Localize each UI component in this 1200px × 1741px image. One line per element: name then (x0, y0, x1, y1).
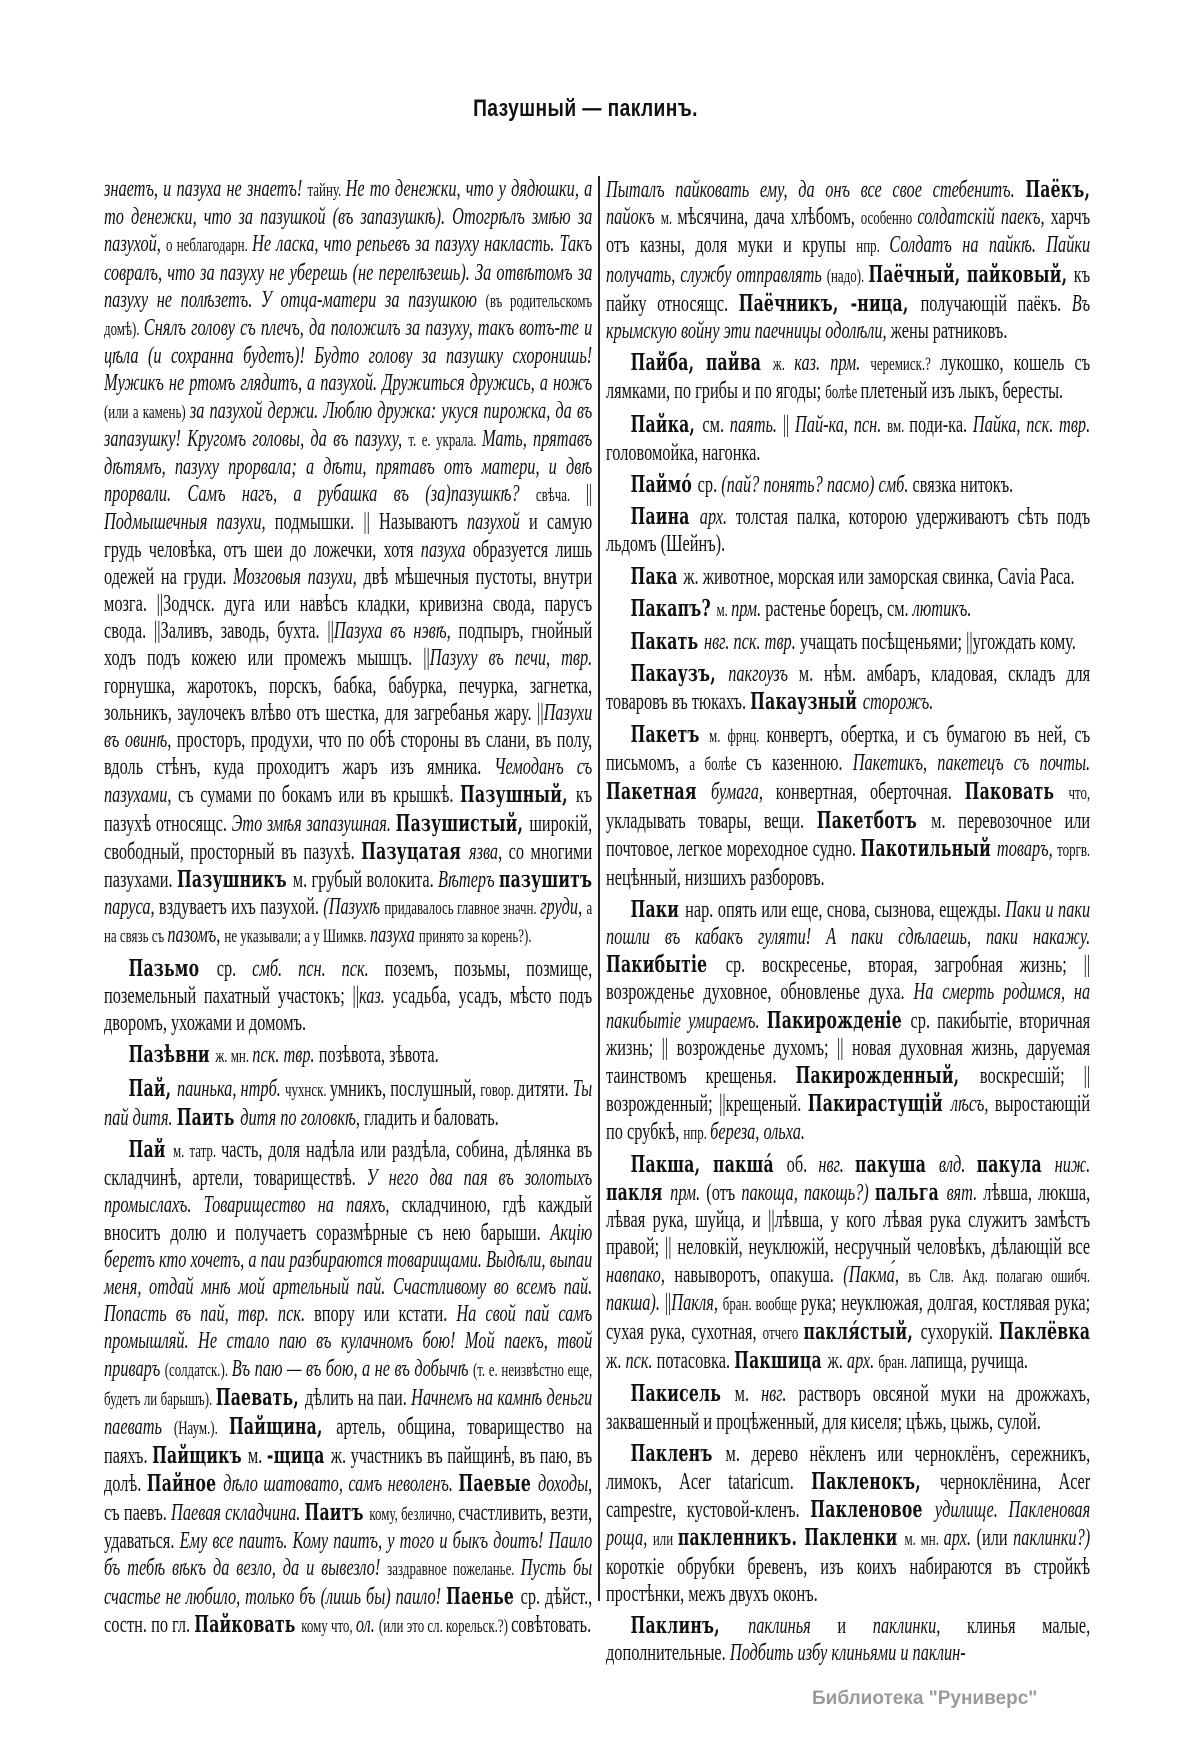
small-text: (солдатск.). (164, 1359, 232, 1381)
text: двѣ мѣшечныя пустоты, внутри мозга. ||Зодчск. дуга или навѣсъ кладки, кривизна свода, парусъ свода. ||Заливъ, заводь, бухта. || (104, 563, 593, 645)
text: м. (734, 1381, 762, 1408)
italic-text: сторожъ. (862, 689, 934, 716)
running-title: Пазушный — паклинъ. (472, 95, 698, 122)
headword: пальга (874, 1178, 947, 1206)
dictionary-entry (606, 896, 1090, 1147)
small-text: (или а камень) (104, 401, 190, 423)
headword: пазушитъ (498, 866, 593, 894)
italic-text: пакгоузъ (728, 661, 799, 688)
dictionary-entry (104, 1136, 592, 1641)
headword: Пайщина, (228, 1412, 337, 1440)
small-text: черемиск.? (870, 354, 941, 376)
text: плетеный изъ лыкъ, бересты. (860, 378, 1064, 405)
italic-text: Пусть бы счастье не любило, только бъ (лишь бы) паило! (104, 1554, 593, 1611)
small-text: кому что, (301, 1616, 356, 1638)
italic-text: На свой пай самъ промышляй. Не стало паю въ кулачномъ бою! Мой паекъ, твой приваръ (104, 1301, 593, 1382)
text: умникъ, послушный, (329, 1075, 481, 1102)
headword: Пакша, пакша́ (630, 1150, 787, 1178)
text: навыворотъ, опакуша. (674, 1261, 844, 1288)
page-header (0, 95, 1170, 123)
text: толстая палка, которою удерживаютъ сѣть подъ льдомъ (Шейнъ). (606, 504, 1091, 558)
small-text: говор. (480, 1079, 518, 1101)
small-text: м. (716, 599, 732, 621)
text: конвертная, оберточная. (775, 779, 965, 806)
text: нецѣнный, низшихъ разборовъ. (606, 864, 825, 891)
small-text: не указывали; а у Шимкв. (224, 926, 370, 948)
headword: Пазушникъ (176, 866, 293, 894)
dictionary-entry (606, 628, 1090, 656)
text: съ сумами по бокамъ или въ крышкѣ. (178, 782, 461, 809)
text: подпыръ, гнойный ходъ подъ кожею или промежъ мышцъ. || (104, 618, 593, 672)
left-column (104, 176, 592, 1645)
text: растворъ овсяной муки на дрожжахъ, заквашенный и процѣженный, для киселя; цѣжь, цыжь, сулой. (606, 1381, 1091, 1435)
small-text: а на связь съ (104, 898, 593, 948)
headword: пакула (976, 1150, 1055, 1178)
italic-text: пазуха (420, 536, 473, 563)
italic-text: товаръ, (996, 836, 1058, 863)
text: часть, доля надѣла или раздѣла, собина, дѣлянка въ складчинѣ, артели, товариществѣ. (104, 1136, 593, 1192)
headword: Пазушный, (460, 781, 576, 809)
small-text: бран. (878, 1352, 911, 1374)
italic-text: доходы, (537, 1471, 593, 1498)
text: головомойка, нагонка. (606, 439, 761, 466)
italic-text: каз. (358, 982, 393, 1009)
headword: Пака (630, 562, 684, 590)
dictionary-entry (606, 411, 1090, 467)
italic-text: Ему все паитъ. Кому паитъ, у того и быкъ доитъ! Паило бъ тебѣ вѣкъ да везло, да и вывезло! (104, 1527, 593, 1581)
text: клинья малые, дополнительные. (606, 1612, 1091, 1667)
text: воскресшій; ||возрожденный; ||крещеный. (606, 1063, 1091, 1118)
text: съ казенною. (746, 749, 853, 776)
small-text: м. мн. (904, 1529, 944, 1551)
headword: Пакетная (606, 778, 711, 806)
headword: Пакаузъ, (630, 660, 729, 688)
headword: -щица (266, 1442, 331, 1470)
italic-text: Начнемъ на камнѣ деньги паевать (104, 1384, 593, 1440)
italic-text: паклинки, (872, 1612, 967, 1639)
headword: Паки (630, 895, 686, 923)
text: лапища, ручища. (910, 1348, 1029, 1375)
italic-text: удилище. Пакленовая роща, (606, 1497, 1091, 1552)
headword: Пакленъ (630, 1439, 726, 1467)
italic-text: Пазухи въ овинѣ, (104, 699, 593, 754)
text: рука; неуклюжая, долгая, костлявая рука; сухая рука, сухотная, (606, 1289, 1091, 1345)
italic-text: (Пакма́, (843, 1261, 909, 1288)
headword: пакля́стый, (803, 1317, 921, 1345)
italic-text: Снялъ голову съ плечъ, да положилъ за пазуху, такъ вотъ-те и цѣла (и сохранна будетъ)! Будто голову за пазушку схоронишь! Мужикъ не ртомъ глядитъ, а пазухой. Дружиться дружись, а ножъ (104, 315, 593, 397)
italic-text: пакша). (606, 1289, 665, 1316)
text: сухорукій. (920, 1318, 1000, 1345)
column-divider (598, 176, 600, 1601)
dictionary-entry (606, 1612, 1090, 1667)
text: впору или кстати. (314, 1301, 457, 1328)
text: укладывать товары, вещи. (606, 808, 817, 835)
text: короткіе обрубки бревенъ, изъ коихъ набираются въ стройкѣ простѣнки, межъ двухъ оконъ. (606, 1553, 1091, 1607)
small-text: м. фрнц. (709, 725, 767, 747)
italic-text: бумага, (710, 779, 776, 806)
italic-text: пск. твр. (252, 1042, 319, 1069)
small-text: что, (1068, 783, 1091, 805)
small-text: кому, безлично, (369, 1503, 459, 1525)
text: къ пазухѣ относящс. (104, 782, 593, 837)
italic-text: паинька, нтрб. (176, 1075, 286, 1102)
dictionary-entry (606, 503, 1090, 558)
italic-text: влд. (938, 1151, 977, 1178)
small-text: бран. вообще (722, 1293, 801, 1315)
italic-text: арх. (699, 504, 736, 531)
italic-text: Акцію беретъ кто хочетъ, а паи разбираются товарищами. Выдѣли, выпаи меня, отдай мнѣ мой артельный пай. Счастливому во всемъ пай. Попасть въ пай, твр. пск. (104, 1219, 593, 1328)
headword: Пайковать (194, 1611, 302, 1639)
text: горнушка, жаротокъ, порскъ, бабка, бабурка, печурка, загнетка, зольникъ, заулочекъ влѣво отъ шестка, для загребанья жару. || (104, 672, 593, 726)
italic-text: нвг. (818, 1151, 856, 1178)
small-text: нпр. (856, 236, 890, 258)
italic-text: Чемоданъ съ пазухами, (104, 754, 593, 809)
italic-text: Пакля, (671, 1289, 723, 1316)
headword: Пакирастущій (807, 1090, 951, 1118)
headword: Паковать (964, 778, 1069, 806)
headword: Паевые (458, 1470, 538, 1498)
small-text: ж. (772, 354, 795, 376)
italic-text: арх. (846, 1348, 879, 1375)
dictionary-entry (606, 471, 1090, 499)
small-text: о неблагодарн. (165, 235, 253, 257)
italic-text: Вѣтеръ (438, 867, 499, 894)
text: ж. участникъ въ пайщинѣ, въ паю, въ долѣ. (104, 1443, 593, 1498)
dictionary-entry (104, 1075, 592, 1132)
italic-text: паклинки?) (1013, 1525, 1091, 1552)
italic-text: Мать, прятавъ дѣтямъ, пазуху прорвала; а дѣти, прятавъ отъ матери, и двѣ прорвали. Самъ нагъ, а рубашка въ (за)пазушкѣ? (104, 425, 593, 508)
dictionary-entry (606, 1440, 1090, 1608)
library-watermark: Библиотека "Руниверс" (812, 1688, 1038, 1709)
text: съ паевъ. (104, 1499, 172, 1526)
text: ср. (697, 472, 722, 499)
italic-text: груди, (540, 894, 587, 921)
italic-text: нвг. (761, 1381, 799, 1408)
headword: Пазьмо (128, 954, 217, 982)
italic-text: пазуха (369, 922, 419, 949)
headword: Пазуцатая (361, 837, 470, 865)
text: со многими пазухами. (104, 838, 593, 894)
text: лѣвша, люкша, лѣвая рука, шуйца, и ||лѣвша, у кого лѣвая рука служитъ замѣстъ правой; || неловкій, неуклюжій, несручный человѣкъ, дѣлающій все (606, 1179, 1091, 1261)
italic-text: прм. (670, 1179, 707, 1206)
headword: Пакленовое (810, 1496, 935, 1524)
dictionary-entry (104, 1041, 592, 1070)
small-text: заздравное пожеланье. (387, 1558, 521, 1580)
small-text: тайну. (307, 180, 346, 201)
headword: Пай, (128, 1074, 177, 1102)
text: вздуваетъ ихъ пазухой. (158, 894, 324, 921)
small-text: ж. мн. (215, 1046, 253, 1068)
text: ср. (216, 955, 253, 982)
text: конвертъ, обертка, и съ бумагою въ ней, съ письмомъ, (606, 721, 1091, 776)
text: || (585, 481, 593, 508)
headword: Пакетботъ (816, 807, 932, 835)
right-column (606, 176, 1090, 1671)
italic-text: Не ласка, что репьевъ за пазуху накласть. Такъ совралъ, что за пазуху не уберешь (не перелѣзешь). За отвѣтомъ за пазуху не полѣзетъ. У отца-матери за пазушкою (104, 231, 593, 313)
italic-text: арх. (943, 1525, 977, 1552)
text: дѣлить на паи. (304, 1384, 412, 1411)
text: (отъ (706, 1179, 742, 1206)
text: поди-ка. (909, 411, 973, 438)
text: потасовка. (656, 1348, 735, 1375)
headword: Паевать, (215, 1383, 305, 1411)
dictionary-entry (606, 1380, 1090, 1435)
left-column-text (104, 176, 592, 1641)
headword: Паёчный, пайковый, (868, 260, 1074, 288)
small-text: а болѣе (689, 753, 747, 775)
headword: Пакирожденный, (795, 1062, 980, 1090)
italic-text: ниж. (1054, 1151, 1091, 1178)
text: счастливить, везти, удаваться. (104, 1499, 593, 1554)
italic-text: Мозговыя пазухи, (233, 563, 364, 590)
headword: Паёчникъ, -ница, (738, 289, 921, 317)
italic-text: пск. (625, 1348, 657, 1375)
small-text: или (652, 1529, 678, 1551)
italic-text: паять. (729, 411, 783, 438)
italic-text: дитя по головкѣ, (240, 1104, 365, 1131)
text: связка нитокъ. (912, 472, 1014, 499)
small-text: вм. (887, 415, 910, 437)
text: черноклёнина, Acer campestre, кустовой-кленъ. (606, 1468, 1091, 1524)
italic-text: пайокъ (606, 204, 661, 231)
dictionary-entry (606, 660, 1090, 716)
text: къ пайку относящс. (606, 261, 1091, 317)
text: поземъ, позьмы, позмище, поземельный пахатный участокъ; || (104, 955, 593, 1009)
text: образуется лишь одежей на груди. (104, 536, 593, 590)
small-text: особенно (860, 208, 918, 230)
italic-text: Не то денежки, что у дядюшки, а то денежки, что за пазушкой (въ запазушкѣ). Отогрѣлъ змѣю за пазухой, (104, 176, 593, 258)
text: позѣвота, зѣвота. (318, 1042, 439, 1069)
italic-text: навпако, (606, 1261, 675, 1288)
text: широкій, свободный, просторный въ пазухѣ. (104, 810, 593, 865)
small-text: м. (660, 208, 678, 230)
headword: Пайное (146, 1470, 224, 1498)
small-text: (т. е. неизвѣстно еще, будетъ ли барышъ). (104, 1359, 593, 1410)
text: растенье борецъ, см. (765, 595, 913, 622)
italic-text: Пазуху въ печи, твр. (429, 645, 593, 672)
headword: Пазушистый, (395, 809, 530, 837)
text: артель, община, товарищество на паяхъ. (104, 1413, 593, 1470)
italic-text: лѣсъ, (950, 1091, 995, 1118)
italic-text: каз. прм. (794, 350, 871, 377)
text: лукошко, кошель съ лямками, по грибы и по ягоды; (606, 350, 1091, 405)
italic-text: Паки и паки пошли въ кабакъ гуляти! А паки сдѣлаешь, паки накажу. (606, 896, 1091, 951)
headword: Пайба, пайва (630, 349, 773, 377)
italic-text: Пай-ка, псн. (794, 411, 888, 438)
small-text: (въ родительскомъ домѣ). (104, 290, 593, 341)
italic-text: Пазуха въ нэвѣ, (333, 618, 459, 645)
italic-text: Паевая складчина. (171, 1499, 305, 1526)
italic-text: знаетъ, и пазуха не знаетъ! (104, 176, 308, 202)
small-text: отчего (762, 1322, 804, 1344)
italic-text: Подмышечныя пазухи, (104, 509, 275, 536)
italic-text: язва, (469, 838, 509, 865)
headword: Пайщикъ (152, 1442, 248, 1470)
headword: пакленникъ. (677, 1524, 805, 1552)
headword: Пакленки (804, 1524, 905, 1552)
italic-text: Пыталъ пайковать ему, да онъ все свое стебенитъ. (606, 177, 1026, 203)
headword: Пакетъ (630, 720, 710, 748)
italic-text: Пайка, пск. твр. (972, 411, 1091, 438)
italic-text: пазухой (466, 509, 529, 536)
headword: Пакленокъ, (811, 1467, 940, 1495)
dictionary-entry (606, 176, 1090, 345)
text: м. перевозочное или почтовое, легкое мореходное судно. (606, 808, 1091, 863)
text: ср. пакибытіе, вторичная жизнь; || возрожденье духомъ; || новая духовная жизнь, даруемая таинствомъ крещенья. (606, 1007, 1091, 1090)
text: м. дерево нёкленъ или черноклёнъ, сережникъ, лимокъ, Acer tataricum. (606, 1440, 1091, 1495)
small-text: м. татр. (173, 1140, 222, 1162)
headword: Паймо́ (630, 471, 698, 499)
italic-text: Подбить избу клиньями и паклин- (729, 1640, 966, 1667)
italic-text: дѣло шатовато, самъ неволенъ. (223, 1471, 459, 1498)
italic-text: Ты пай дитя. (104, 1075, 593, 1131)
text: харчъ отъ казны, доля муки и крупы (606, 204, 1091, 259)
text: и (837, 1612, 873, 1639)
italic-text: вят. (946, 1179, 984, 1206)
headword: Пакирожденіе (766, 1006, 911, 1034)
text: ж. животное, морская или заморская свинка, Cavia Paca. (683, 563, 1075, 590)
dictionary-entry (606, 721, 1090, 892)
italic-text: Солдатъ на пайкѣ. Пайки получать, службу отправлять (606, 232, 1091, 288)
italic-text: лютикъ. (912, 595, 972, 622)
small-text: торгв. (1057, 840, 1091, 862)
headword: Пазѣвни (128, 1041, 216, 1069)
text: получающій паёкъ. (920, 290, 1072, 317)
dictionary-entry (606, 349, 1090, 406)
small-text: свѣча. (535, 485, 586, 507)
small-text: (Наум.). (173, 1417, 229, 1439)
headword: Пай (128, 1135, 174, 1163)
dictionary-entry (606, 595, 1090, 624)
text: см. (702, 411, 730, 438)
text: совѣтовать. (511, 1612, 592, 1639)
italic-text: пазомъ, (167, 922, 225, 949)
small-text: чухнск. (285, 1079, 330, 1101)
text: ср. воскресенье, вторая, загробная жизнь; || возрожденье духовное, обновленье духа. (606, 952, 1091, 1006)
text: ж. (827, 1348, 847, 1375)
headword: Пайка, (630, 410, 703, 438)
text: || (782, 411, 795, 438)
headword: Пакибытіе (606, 951, 726, 979)
text: просторъ, продухи, что по обѣ стороны въ слани, въ полу, вдоль стѣнъ, куда проходитъ жаръ изъ ямника. (104, 727, 593, 781)
small-text: въ Слв. Акд. полагаю ошибч. (908, 1265, 1091, 1287)
headword: Паитъ (304, 1498, 370, 1526)
italic-text: Въ паю — въ бою, а не въ добычѣ (231, 1355, 473, 1382)
italic-text: береза, ольха. (710, 1118, 806, 1145)
headword: Паёкъ, (1025, 176, 1091, 203)
text: жены ратниковъ. (890, 318, 1008, 345)
text: (или (976, 1525, 1014, 1552)
italic-text: Въ крымскую войну эти паечницы одолѣли, (606, 290, 1091, 345)
italic-text: пакоща, пакощь?) (741, 1179, 875, 1206)
small-text: придавалось главное значн. (384, 898, 541, 920)
headword: Паить (176, 1103, 241, 1131)
italic-text: ол. (355, 1612, 379, 1639)
small-text: болѣе (825, 382, 861, 404)
text: учащать посѣщеньями; ||угождать кому. (799, 629, 1076, 656)
italic-text: прм. (731, 595, 766, 622)
italic-text: за пазухой держи. Люблю дружка: укуся пирожка, да въ запазушку! Кругомъ головы, да въ пазуху, (104, 397, 593, 452)
small-text: нпр. (683, 1122, 711, 1144)
italic-text: (Пазухѣ (323, 894, 385, 921)
small-text: принято за корень?). (418, 926, 532, 948)
headword: Паклинъ, (630, 1611, 749, 1639)
text: и самую грудь человѣка, отъ шеи до ложечки, хотя (104, 509, 593, 563)
right-column-text (606, 176, 1090, 1667)
text: дитяти. (517, 1075, 573, 1102)
text: подмышки. || Называютъ (274, 509, 467, 536)
italic-text: паруса, (104, 894, 159, 921)
text: гладить и баловать. (364, 1104, 499, 1131)
small-text: (надо). (826, 265, 869, 287)
text: м. (247, 1443, 267, 1470)
headword: Пакшица (734, 1347, 828, 1375)
headword: Паклёвка (999, 1317, 1091, 1345)
italic-text: нвг. пск. твр. (703, 629, 800, 656)
headword: Пакотильный (860, 835, 997, 863)
headword: Паина (630, 503, 700, 531)
dictionary-entry (606, 1151, 1090, 1377)
italic-text: Это змѣя запазушная. (231, 810, 396, 837)
italic-text: Пакетикъ, пакетецъ съ почты. (852, 749, 1091, 776)
text: м. грубый волокита. (292, 867, 439, 894)
italic-text: солдатскій паекъ, (917, 204, 1051, 231)
small-text: т. е. украла. (408, 429, 482, 451)
text: мѣсячина, дача хлѣбомъ, (677, 204, 861, 231)
text: складчиною, гдѣ каждый вноситъ долю и получаетъ соразмѣрные съ нею барыши. (104, 1192, 593, 1246)
italic-text: паклинья (748, 1612, 838, 1639)
headword: Пакаузный (750, 688, 863, 716)
small-text: (или это сл. корельск.?) (378, 1616, 512, 1638)
italic-text: На смерть родимся, на пакибытіе умираемъ. (606, 979, 1091, 1034)
text: || (664, 1289, 672, 1316)
text: выростающій по срубкѣ, (606, 1091, 1091, 1145)
text: нар. опять или еще, снова, сызнова, ещежды. (685, 896, 1006, 923)
headword: Пакать (630, 628, 704, 656)
text: м. нѣм. амбаръ, кладовая, складъ для товаровъ въ тюкахъ. (606, 661, 1091, 716)
italic-text: У него два пая въ золотыхъ промыслахъ. Товарищество на паяхъ, (104, 1165, 593, 1219)
text: об. (786, 1151, 819, 1178)
italic-text: смб. псн. пск. (252, 955, 385, 982)
text: усадьба, усадъ, мѣсто подъ дворомъ, ухожами и домомъ. (104, 982, 593, 1037)
text: ж. (606, 1348, 626, 1375)
italic-text: (пай? понять? пасмо) смб. (721, 472, 913, 499)
dictionary-entry (104, 955, 592, 1038)
headword: Пакапъ? (630, 594, 717, 622)
text: ср. дѣйст., состн. по гл. (104, 1584, 593, 1639)
dictionary-entry (606, 563, 1090, 591)
headword: пакуша (855, 1150, 939, 1178)
headword: Паенье (445, 1583, 521, 1611)
headword: пакля (606, 1178, 671, 1206)
headword: Пакисель (630, 1380, 735, 1408)
dictionary-entry (104, 176, 592, 951)
